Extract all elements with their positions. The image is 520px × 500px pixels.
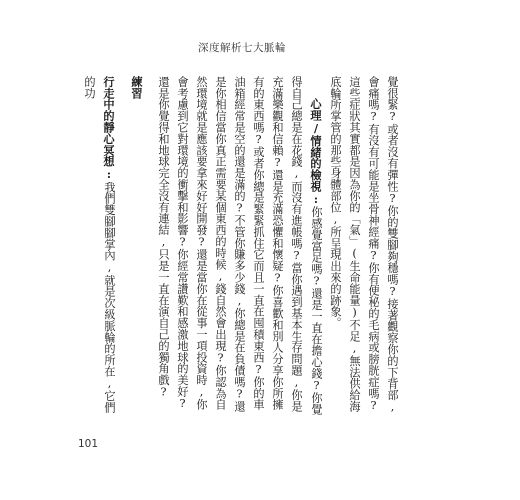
walking-meditation-label: 行走中的靜心冥想: [102, 76, 116, 182]
paragraph-walking-meditation [80, 76, 119, 416]
psychological-check-text: 你感覺富足嗎?還是一直在擔心錢?你覺得自己總是在花錢,而沒有進帳嗎?當你遇到基本生存問題,你是充滿樂觀和信賴?還是充滿恐懼和懷疑?你喜歡和別人分享你所擁有的東西嗎?或者你總是緊緊抓住它而且一直在囤積東西?你的車油箱經常是空的還是滿的?不管你賺多少錢,你總是在負債嗎?還是你相信當你真正需要某個東西的時候,錢自然會出現?你認為自然環境就是應該要拿來好好開發?還是當你在從事一項投資時,你會考慮到它對環境的衝擊和影響?你經常讚歎和感激地球的美好?還是你覺得和地球完全沒有連結,只是一直在演自己的獨角戲? [157, 76, 323, 416]
vertical-body-text [80, 76, 402, 416]
section-title-exercise: 練習 [130, 76, 144, 99]
psychological-check-label: 心理/情緒的檢視: [309, 98, 323, 207]
paragraph-body-symptoms: 覺很緊?或者沒有彈性?你的雙腳夠穩嗎?接著觀察你的下背部,會痛嗎?有沒有可能是坐骨神經痛?你有便秘的毛病或膀胱症嗎?這些症狀其實都是因為你的「氣」(生命能量)不足,無法供給海底輪所掌管的那些身體部位,所呈現出來的跡象。 [329, 76, 399, 414]
running-header: 深度解析七大脈輪 [198, 42, 286, 54]
paragraph-psychological-check [154, 76, 326, 416]
walking-meditation-text: 我們雙腳腳掌內,就是次級脈輪的所在,它們的功 [83, 76, 116, 414]
page-number: 101 [78, 438, 99, 450]
